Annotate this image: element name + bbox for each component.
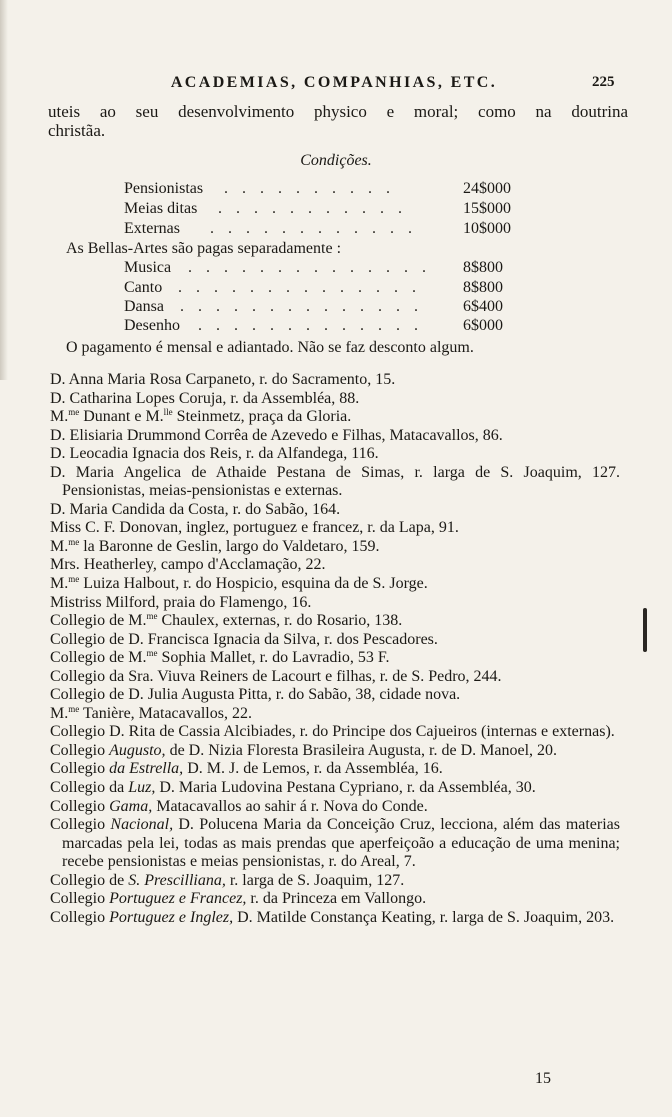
fee-label: Externas bbox=[124, 220, 180, 237]
list-item: Miss C. F. Donovan, inglez, portuguez e francez, r. da Lapa, 91. bbox=[50, 519, 459, 537]
signature-mark: 15 bbox=[535, 1070, 551, 1087]
running-header bbox=[0, 74, 672, 98]
list-item: Collegio Portuguez e Francez, r. da Princeza em Vallongo. bbox=[50, 890, 427, 908]
list-item: Collegio Gama, Matacavallos ao sahir á r. Nova do Conde. bbox=[50, 797, 428, 815]
fee-row bbox=[0, 220, 672, 239]
leader-dots: . . . . . . . . . . . . . . bbox=[180, 298, 423, 315]
fee-value: 10$000 bbox=[463, 220, 511, 237]
art-label: Desenho bbox=[124, 317, 180, 334]
leader-dots: . . . . . . . . . . . bbox=[218, 200, 407, 217]
list-item: Collegio Portuguez e Inglez, D. Matilde Constança Keating, r. larga de S. Joaquim, 203. bbox=[50, 908, 615, 926]
art-value: 6$000 bbox=[463, 317, 503, 334]
leader-dots: . . . . . . . . . . . . . bbox=[198, 317, 423, 334]
school-list bbox=[50, 371, 620, 927]
art-label: Musica bbox=[124, 259, 172, 276]
conditions-heading: Condições. bbox=[300, 152, 372, 169]
list-item: Collegio de M.$^{me}$ Sophia Mallet, r. do Lavradio, 53 F. bbox=[50, 648, 390, 667]
intro-line-1: uteis ao seu desenvolvimento physico e moral; como na doutrina bbox=[48, 102, 628, 121]
list-item: Collegio da Estrella, D. M. J. de Lemos, r. da Assembléa, 16. bbox=[50, 760, 443, 778]
page-number: 225 bbox=[592, 74, 615, 90]
art-value: 8$800 bbox=[463, 259, 503, 276]
list-item: Collegio da Sra. Viuva Reiners de Lacourt e filhas, r. de S. Pedro, 244. bbox=[50, 667, 502, 685]
fee-row bbox=[0, 200, 672, 219]
list-item: Collegio de S. Prescilliana, r. larga de S. Joaquim, 127. bbox=[50, 871, 405, 889]
list-item: Collegio de D. Francisca Ignacia da Silva, r. dos Pescadores. bbox=[50, 630, 438, 648]
art-value: 6$400 bbox=[463, 298, 503, 315]
list-item: D. Leocadia Ignacia dos Reis, r. da Alfandega, 116. bbox=[50, 445, 379, 463]
intro-text bbox=[48, 102, 628, 140]
list-item: M.$^{me}$ Luiza Halbout, r. do Hospicio, esquina da de S. Jorge. bbox=[50, 574, 428, 593]
list-item: D. Anna Maria Rosa Carpaneto, r. do Sacramento, 15. bbox=[50, 371, 396, 388]
list-item: Collegio Augusto, de D. Nizia Floresta Brasileira Augusta, r. de D. Manoel, 20. bbox=[50, 741, 558, 759]
leader-dots: . . . . . . . . . . . . . . bbox=[178, 279, 421, 296]
art-row bbox=[0, 279, 672, 298]
list-item: M.$^{me}$ Tanière, Matacavallos, 22. bbox=[50, 703, 252, 722]
payment-note: O pagamento é mensal e adiantado. Não se faz desconto algum. bbox=[66, 339, 474, 356]
list-item: Collegio D. Rita de Cassia Alcibiades, r. do Principe dos Cajueiros (internas e externas). bbox=[50, 723, 615, 741]
art-row bbox=[0, 298, 672, 317]
list-item: M.$^{me}$ Dunant e M.$^{lle}$ Steinmetz, praça da Gloria. bbox=[50, 407, 352, 426]
list-item: M.$^{me}$ la Baronne de Geslin, largo do Valdetaro, 159. bbox=[50, 536, 380, 555]
list-item: Collegio da Luz, D. Maria Ludovina Pestana Cypriano, r. da Assembléa, 30. bbox=[50, 779, 536, 797]
list-item: Collegio de D. Julia Augusta Pitta, r. do Sabão, 38, cidade nova. bbox=[50, 686, 461, 704]
leader-dots: . . . . . . . . . . . . . . bbox=[188, 259, 431, 276]
list-item: Mrs. Heatherley, campo d'Acclamação, 22. bbox=[50, 556, 326, 574]
fee-label: Pensionistas bbox=[124, 180, 204, 197]
intro-line-2: christãa. bbox=[48, 121, 106, 140]
list-item: Collegio de M.$^{me}$ Chaulex, externas, r. do Rosario, 138. bbox=[50, 611, 403, 630]
art-label: Dansa bbox=[124, 298, 164, 315]
list-item: D. Catharina Lopes Coruja, r. da Assembléa, 88. bbox=[50, 389, 360, 407]
list-item: D. Maria Angelica de Athaide Pestana de Simas, r. larga de S. Joaquim, 127. Pensionistas, meias-pensionistas e externas. bbox=[50, 463, 620, 500]
bellas-artes-line: As Bellas-Artes são pagas separadamente : bbox=[66, 240, 342, 257]
ink-mark bbox=[643, 608, 647, 652]
leader-dots: . . . . . . . . . . . . bbox=[210, 220, 417, 237]
list-item: Collegio Nacional, D. Polucena Maria da Conceição Cruz, lecciona, além das materias marcadas pela lei, todas as mais prendas que aperfeiçoão a educação de uma menina; recebe pensionistas e meias pensionistas, r. do Areal, 7. bbox=[50, 816, 621, 871]
fee-value: 15$000 bbox=[463, 200, 511, 217]
leader-dots: . . . . . . . . . . bbox=[224, 180, 395, 197]
fee-row bbox=[0, 180, 672, 199]
art-value: 8$800 bbox=[463, 279, 503, 296]
art-row bbox=[0, 259, 672, 278]
header-title: ACADEMIAS, COMPANHIAS, ETC. bbox=[170, 74, 498, 91]
fee-label: Meias ditas bbox=[124, 200, 198, 217]
art-row bbox=[0, 317, 672, 336]
list-item: D. Elisiaria Drummond Corrêa de Azevedo e Filhas, Matacavallos, 86. bbox=[50, 426, 503, 444]
list-item: D. Maria Candida da Costa, r. do Sabão, 164. bbox=[50, 500, 341, 518]
art-label: Canto bbox=[124, 279, 163, 296]
list-item: Mistriss Milford, praia do Flamengo, 16. bbox=[50, 593, 312, 611]
fee-value: 24$000 bbox=[463, 180, 511, 197]
